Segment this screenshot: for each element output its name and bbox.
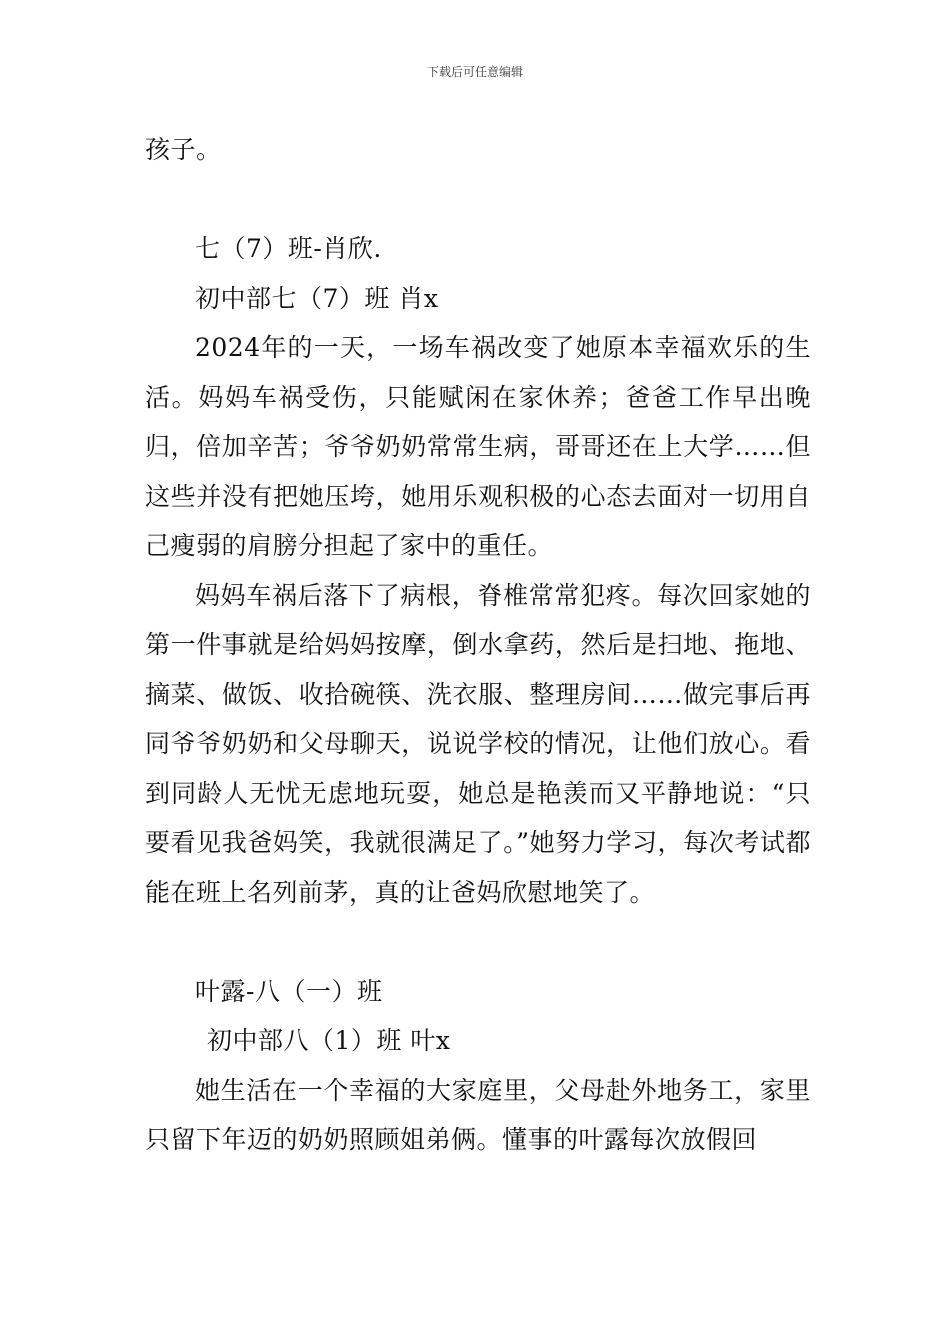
section1-paragraph-2: 妈妈车祸后落下了病根，脊椎常常犯疼。每次回家她的第一件事就是给妈妈按摩，倒水拿药，然后是扫地、拖地、摘菜、做饭、收拾碗筷、洗衣服、整理房间……做完事后再同爷爷奶奶和父母聊天，说说学校的情况，让他们放心。看到同龄人无忧无虑地玩耍，她总是艳羡而又平静地说：“只要看见我爸妈笑，我就很满足了。”她努力学习，每次考试都能在班上名列前茅，真的让爸妈欣慰地笑了。	[145, 580, 811, 907]
header-note: 下载后可任意编辑	[426, 65, 523, 79]
section2-paragraph-1: 她生活在一个幸福的大家庭里，父母赴外地务工，家里只留下年迈的奶奶照顾姐弟俩。懂事的叶露每次放假回	[145, 1075, 811, 1154]
section-subtitle-1: 初中部七（7）班 肖x	[195, 283, 439, 313]
section-subtitle-2: 初中部八（1）班 叶x	[207, 1026, 451, 1055]
paragraph-continuation: 孩子。	[145, 135, 222, 164]
section1-paragraph-1: 2024年的一天，一场车祸改变了她原本幸福欢乐的生活。妈妈车祸受伤，只能赋闲在家休养；爸爸工作早出晚归，倍加辛苦；爷爷奶奶常常生病，哥哥还在上大学……但这些并没有把她压垮，她用乐观积极的心态去面对一切用自己瘦弱的肩膀分担起了家中的重任。	[145, 333, 811, 560]
section-gap	[145, 917, 811, 967]
section-title-2: 叶露-八（一）班	[195, 976, 383, 1006]
section-title-1: 七（7）班-肖欣.	[195, 234, 382, 263]
section-gap	[145, 175, 811, 225]
document-body	[145, 125, 811, 1165]
